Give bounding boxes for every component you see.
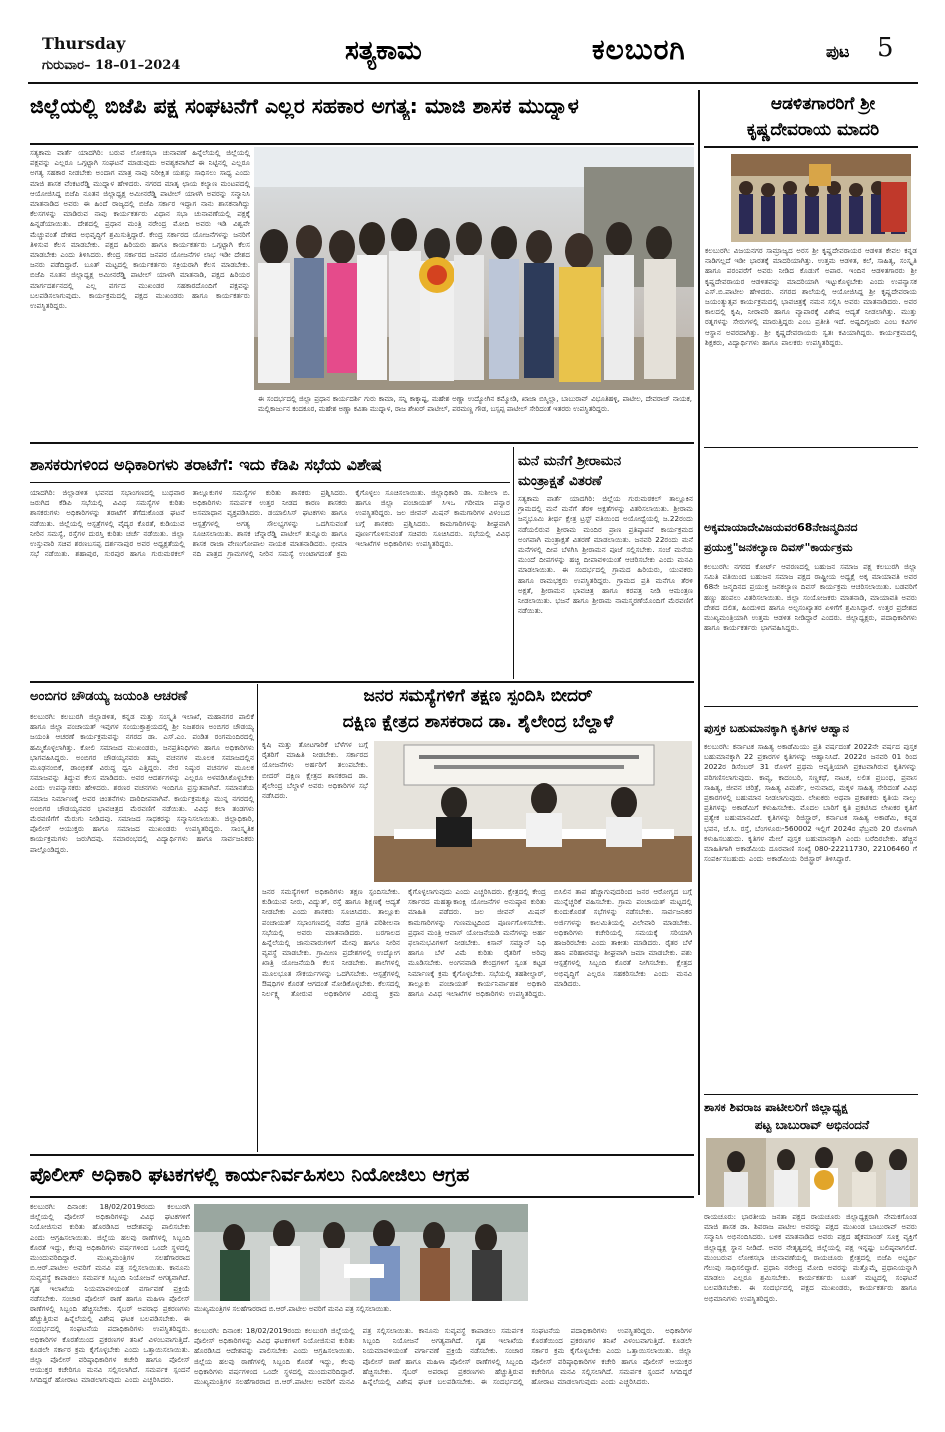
- a5-headline-2: ಪ್ರಯುಕ್ತ"ಜನಕಲ್ಯಾಣ ದಿವಸ್"ಕಾರ್ಯಕ್ರಮ: [704, 541, 853, 554]
- a8-headline: ಪುಸ್ತಕ ಬಹುಮಾನಕ್ಕಾಗಿ ಕೃತಿಗಳ ಆಹ್ವಾನ: [704, 721, 849, 735]
- a10-headline: ಪೊಲೀಸ್ ಅಧಿಕಾರಿ ಘಟಕಗಳಲ್ಲಿ ಕಾರ್ಯನಿರ್ವಹಿಸಲು ನಿಯೋಜಿಲು ಆಗ್ರಹ: [30, 1164, 470, 1186]
- a7-body: ಜನರ ಸಮಸ್ಯೆಗಳಿಗೆ ಅಧಿಕಾರಿಗಳು ತಕ್ಷಣ ಸ್ಪಂದಿಸಬೇಕು. ಕುಡಿಯುವ ನೀರು, ವಿದ್ಯುತ್, ರಸ್ತೆ ಹಾಗೂ ಶಿಕ್ಷಣಕ್ಕೆ ಆದ್ಯತೆ ನೀಡಬೇಕು ಎಂದು ಶಾಸಕರು ಸೂಚಿಸಿದರು. ತಾಲ್ಲೂಕು ಪಂಚಾಯತ್ ಸಭಾಂಗಣದಲ್ಲಿ ನಡೆದ ಪ್ರಗತಿ ಪರಿಶೀಲನಾ ಸಭೆಯಲ್ಲಿ ಅವರು ಮಾತನಾಡಿದರು. ಬರಗಾಲದ ಹಿನ್ನೆಲೆಯಲ್ಲಿ ಜಾನುವಾರುಗಳಿಗೆ ಮೇವು ಹಾಗೂ ನೀರಿನ ವ್ಯವಸ್ಥೆ ಮಾಡಬೇಕು. ಗ್ರಾಮೀಣ ಪ್ರದೇಶಗಳಲ್ಲಿ ಉದ್ಯೋಗ ಖಾತ್ರಿ ಯೋಜನೆಯಡಿ ಕೆಲಸ ನೀಡಬೇಕು. ಶಾಲೆಗಳಲ್ಲಿ ಮೂಲಭೂತ ಸೌಕರ್ಯಗಳನ್ನು ಒದಗಿಸಬೇಕು. ಆಸ್ಪತ್ರೆಗಳಲ್ಲಿ ಔಷಧಿಗಳ ಕೊರತೆ ಆಗದಂತೆ ನೋಡಿಕೊಳ್ಳಬೇಕು. ಕೆಲಸದಲ್ಲಿ ನಿರ್ಲಕ್ಷ್ಯ ತೋರುವ ಅಧಿಕಾರಿಗಳ ವಿರುದ್ಧ ಕ್ರಮ ಕೈಗೊಳ್ಳಲಾಗುವುದು ಎಂದು ಎಚ್ಚರಿಸಿದರು. ಕ್ಷೇತ್ರದಲ್ಲಿ ಕೇಂದ್ರ ಸರ್ಕಾರದ ಮಹತ್ವಾಕಾಂಕ್ಷಿ ಯೋಜನೆಗಳ ಅನುಷ್ಠಾನ ಕುರಿತು ಮಾಹಿತಿ ಪಡೆದರು. ಜಲ ಜೀವನ್ ಮಿಷನ್ ಕಾಮಗಾರಿಗಳನ್ನು ಗುಣಮಟ್ಟದಿಂದ ಪೂರ್ಣಗೊಳಿಸಬೇಕು. ಪ್ರಧಾನ ಮಂತ್ರಿ ಆವಾಸ್ ಯೋಜನೆಯಡಿ ಮನೆಗಳನ್ನು ಅರ್ಹ ಫಲಾನುಭವಿಗಳಿಗೆ ನೀಡಬೇಕು. ಕಿಸಾನ್ ಸಮ್ಮಾನ್ ನಿಧಿ ಹಾಗೂ ಬೆಳೆ ವಿಮೆ ಕುರಿತು ರೈತರಿಗೆ ಅರಿವು ಮೂಡಿಸಬೇಕು. ಅಂಗನವಾಡಿ ಕೇಂದ್ರಗಳಿಗೆ ಸ್ವಂತ ಕಟ್ಟಡ ನಿರ್ಮಾಣಕ್ಕೆ ಕ್ರಮ ಕೈಗೊಳ್ಳಬೇಕು. ಸಭೆಯಲ್ಲಿ ತಹಶೀಲ್ದಾರ್, ತಾಲ್ಲೂಕು ಪಂಚಾಯತ್ ಕಾರ್ಯನಿರ್ವಾಹಕ ಅಧಿಕಾರಿ ಹಾಗೂ ವಿವಿಧ ಇಲಾಖೆಗಳ ಅಧಿಕಾರಿಗಳು ಉಪಸ್ಥಿತರಿದ್ದರು. ಬಿಸಿಲಿನ ತಾಪ ಹೆಚ್ಚಾಗುವುದರಿಂದ ಜನರ ಆರೋಗ್ಯದ ಬಗ್ಗೆ ಮುನ್ನೆಚ್ಚರಿಕೆ ವಹಿಸಬೇಕು. ಗ್ರಾಮ ಪಂಚಾಯತ್ ಮಟ್ಟದಲ್ಲಿ ಕುಂದುಕೊರತೆ ಸಭೆಗಳನ್ನು ನಡೆಸಬೇಕು. ಸಾರ್ವಜನಿಕರ ಅರ್ಜಿಗಳನ್ನು ಕಾಲಮಿತಿಯಲ್ಲಿ ವಿಲೇವಾರಿ ಮಾಡಬೇಕು. ಅಧಿಕಾರಿಗಳು ಕಚೇರಿಯಲ್ಲಿ ಸಮಯಕ್ಕೆ ಸರಿಯಾಗಿ ಹಾಜರಿರಬೇಕು ಎಂದು ತಾಕೀತು ಮಾಡಿದರು. ರೈತರ ಬೆಳೆ ಹಾನಿ ಪರಿಹಾರವನ್ನು ಶೀಘ್ರವಾಗಿ ಜಮಾ ಮಾಡಬೇಕು. ಪಶು ಆಸ್ಪತ್ರೆಗಳಲ್ಲಿ ಸಿಬ್ಬಂದಿ ಕೊರತೆ ನೀಗಿಸಬೇಕು. ಕ್ಷೇತ್ರದ ಅಭಿವೃದ್ಧಿಗೆ ಎಲ್ಲರೂ ಸಹಕರಿಸಬೇಕು ಎಂದು ಮನವಿ ಮಾಡಿದರು.: [262, 887, 692, 999]
- a9-photo: [706, 1138, 918, 1207]
- a5-bottom-rule: [704, 706, 918, 707]
- paper-name: ಸತ್ಯಕಾಮ: [345, 36, 422, 66]
- a3-body: ಯಾದಗಿರಿ: ಜಿಲ್ಲಾಡಳಿತ ಭವನದ ಸಭಾಂಗಣದಲ್ಲಿ ಬುಧವಾರ ಜರುಗಿದ ಕೆಡಿಪಿ ಸಭೆಯಲ್ಲಿ ವಿವಿಧ ಸಮಸ್ಯೆಗಳ ಕುರಿತು ಶಾಸಕರುಗಳು ಅಧಿಕಾರಿಗಳನ್ನು ತರಾಟೆಗೆ ತೆಗೆದುಕೊಂಡ ಘಟನೆ ನಡೆಯಿತು. ಜಿಲ್ಲೆಯಲ್ಲಿ ಆಸ್ಪತ್ರೆಗಳಲ್ಲಿ ವೈದ್ಯರ ಕೊರತೆ, ಕುಡಿಯುವ ನೀರಿನ ಸಮಸ್ಯೆ, ರಸ್ತೆಗಳ ದುರಸ್ತಿ ಕುರಿತು ಚರ್ಚೆ ನಡೆಯಿತು. ಜಿಲ್ಲಾ ಉಸ್ತುವಾರಿ ಸಚಿವ ಶರಣಬಸಪ್ಪ ದರ್ಶನಾಪುರ ಅವರ ಅಧ್ಯಕ್ಷತೆಯಲ್ಲಿ ಸಭೆ ನಡೆಯಿತು. ಶಹಾಪುರ, ಸುರಪುರ ಹಾಗೂ ಗುರುಮಠಕಲ್ ತಾಲ್ಲೂಕುಗಳ ಸಮಸ್ಯೆಗಳ ಕುರಿತು ಶಾಸಕರು ಪ್ರಶ್ನಿಸಿದರು. ಅಧಿಕಾರಿಗಳು ಸಮರ್ಪಕ ಉತ್ತರ ನೀಡದ ಕಾರಣ ಶಾಸಕರು ಅಸಮಾಧಾನ ವ್ಯಕ್ತಪಡಿಸಿದರು. ಡಯಾಲಿಸಿಸ್ ಘಟಕಗಳು ಹಾಗೂ ಆಸ್ಪತ್ರೆಗಳಲ್ಲಿ ಅಗತ್ಯ ಸೌಲಭ್ಯಗಳನ್ನು ಒದಗಿಸುವಂತೆ ಸೂಚಿಸಲಾಯಿತು. ಶಾಸಕ ಚೆನ್ನಾರೆಡ್ಡಿ ಪಾಟೀಲ್ ತುನ್ನೂರು ಹಾಗೂ ಶಾಸಕ ರಾಜಾ ವೇಣುಗೋಪಾಲ ನಾಯಕ ಮಾತನಾಡಿದರು. ಭೀಮಾ ನದಿ ಪಾತ್ರದ ಗ್ರಾಮಗಳಲ್ಲಿ ನೀರಿನ ಸಮಸ್ಯೆ ಉಂಟಾಗದಂತೆ ಕ್ರಮ ಕೈಗೊಳ್ಳಲು ಸೂಚಿಸಲಾಯಿತು. ಜಿಲ್ಲಾಧಿಕಾರಿ ಡಾ. ಸುಶೀಲಾ ಬಿ. ಹಾಗೂ ಜಿಲ್ಲಾ ಪಂಚಾಯತ್ ಸಿಇಒ ಗರೀಮಾ ಪನ್ವಾರ ಉಪಸ್ಥಿತರಿದ್ದರು. ಜಲ ಜೀವನ್ ಮಿಷನ್ ಕಾಮಗಾರಿಗಳ ವಿಳಂಬದ ಬಗ್ಗೆ ಶಾಸಕರು ಪ್ರಶ್ನಿಸಿದರು. ಕಾಮಗಾರಿಗಳನ್ನು ಶೀಘ್ರವಾಗಿ ಪೂರ್ಣಗೊಳಿಸುವಂತೆ ಸಚಿವರು ಸೂಚಿಸಿದರು. ಸಭೆಯಲ್ಲಿ ವಿವಿಧ ಇಲಾಖೆಗಳ ಅಧಿಕಾರಿಗಳು ಉಪಸ್ಥಿತರಿದ್ದರು.: [30, 488, 510, 559]
- a2-photo: [731, 154, 911, 242]
- masthead-day: Thursday: [42, 34, 126, 53]
- a1-photo: [254, 147, 694, 390]
- a4-body: ಸತ್ಯಕಾಮ ವಾರ್ತೆ ಯಾದಗಿರಿ: ಜಿಲ್ಲೆಯ ಗುರುಮಠಕಲ್ ತಾಲ್ಲೂಕಿನ ಗ್ರಾಮದಲ್ಲಿ ಮನೆ ಮನೆಗೆ ತೆರಳಿ ಅಕ್ಷತೆಗಳನ್ನು ವಿತರಿಸಲಾಯಿತು. ಶ್ರೀರಾಮ ಜನ್ಮಭೂಮಿ ತೀರ್ಥ ಕ್ಷೇತ್ರ ಟ್ರಸ್ಟ್ ವತಿಯಿಂದ ಅಯೋಧ್ಯೆಯಲ್ಲಿ ಜ.22ರಂದು ನಡೆಯಲಿರುವ ಶ್ರೀರಾಮ ಮಂದಿರ ಪ್ರಾಣ ಪ್ರತಿಷ್ಠಾಪನೆ ಕಾರ್ಯಕ್ರಮದ ಅಂಗವಾಗಿ ಮಂತ್ರಾಕ್ಷತೆ ವಿತರಣೆ ಮಾಡಲಾಯಿತು. ಜನವರಿ 22ರಂದು ಮನೆ ಮನೆಗಳಲ್ಲಿ ದೀಪ ಬೆಳಗಿಸಿ ಶ್ರೀರಾಮನ ಪೂಜೆ ಸಲ್ಲಿಸಬೇಕು. ಸಂಜೆ ಮನೆಯ ಮುಂದೆ ದೀಪಗಳನ್ನು ಹಚ್ಚಿ ದೀಪಾವಳಿಯಂತೆ ಆಚರಿಸಬೇಕು ಎಂದು ಮನವಿ ಮಾಡಲಾಯಿತು. ಈ ಸಂದರ್ಭದಲ್ಲಿ ಗ್ರಾಮದ ಹಿರಿಯರು, ಯುವಕರು ಹಾಗೂ ರಾಮಭಕ್ತರು ಉಪಸ್ಥಿತರಿದ್ದರು. ಗ್ರಾಮದ ಪ್ರತಿ ಮನೆಗೂ ತೆರಳಿ ಅಕ್ಷತೆ, ಶ್ರೀರಾಮನ ಭಾವಚಿತ್ರ ಹಾಗೂ ಕರಪತ್ರ ನೀಡಿ ಆಮಂತ್ರಣ ನೀಡಲಾಯಿತು. ಭಜನೆ ಹಾಗೂ ಶ್ರೀರಾಮ ನಾಮಸ್ಮರಣೆಯೊಂದಿಗೆ ಮೆರವಣಿಗೆ ನಡೆಯಿತು.: [518, 494, 693, 616]
- a7-headline-2: ದಕ್ಷಿಣ ಕ್ಷೇತ್ರದ ಶಾಸಕರಾದ ಡಾ. ಶೈಲೇಂದ್ರ ಬೆಲ್ದಾಳೆ: [342, 712, 614, 732]
- a7-intro: ಕೃಷಿ ಮತ್ತು ತೋಟಗಾರಿಕೆ ಬೆಳೆಗಳ ಬಗ್ಗೆ ರೈತರಿಗೆ ಮಾಹಿತಿ ನೀಡಬೇಕು. ಸರ್ಕಾರದ ಯೋಜನೆಗಳು ಅರ್ಹರಿಗೆ ತಲುಪಬೇಕು. ಬೀದರ್ ದಕ್ಷಿಣ ಕ್ಷೇತ್ರದ ಶಾಸಕರಾದ ಡಾ. ಶೈಲೇಂದ್ರ ಬೆಲ್ದಾಳೆ ಅವರು ಅಧಿಕಾರಿಗಳ ಸಭೆ ನಡೆಸಿದರು.: [262, 740, 368, 801]
- masthead-date: ಗುರುವಾರ– 18–01–2024: [42, 58, 181, 73]
- a10-caption: ಮುಖ್ಯಮಂತ್ರಿಗಳ ಸಲಹೆಗಾರರಾದ ಬಿ.ಆರ್.ಪಾಟೀಲ ಅವರಿಗೆ ಮನವಿ ಪತ್ರ ಸಲ್ಲಿಸಲಾಯಿತು.: [194, 1305, 392, 1313]
- a10-photo: [194, 1204, 528, 1301]
- a9-body: ರಾಯಚೂರು: ಭಾರತೀಯ ಜನತಾ ಪಕ್ಷದ ರಾಯಚೂರು ಜಿಲ್ಲಾಧ್ಯಕ್ಷರಾಗಿ ನೇಮಕಗೊಂಡ ಮಾಜಿ ಶಾಸಕ ಡಾ. ಶಿವರಾಜ ಪಾಟೀಲ ಅವರನ್ನು ಪಕ್ಷದ ಮುಖಂಡ ಬಾಬುರಾವ್ ಅವರು ಸನ್ಮಾನಿಸಿ ಅಭಿನಂದಿಸಿದರು. ಬಳಿಕ ಮಾತನಾಡಿದ ಅವರು ಪಕ್ಷದ ಹೈಕಮಾಂಡ್ ಸೂಕ್ತ ವ್ಯಕ್ತಿಗೆ ಜಿಲ್ಲಾಧ್ಯಕ್ಷ ಸ್ಥಾನ ನೀಡಿದೆ. ಅವರ ನೇತೃತ್ವದಲ್ಲಿ ಜಿಲ್ಲೆಯಲ್ಲಿ ಪಕ್ಷ ಇನ್ನಷ್ಟು ಬಲಿಷ್ಠವಾಗಲಿದೆ. ಮುಂಬರುವ ಲೋಕಸಭಾ ಚುನಾವಣೆಯಲ್ಲಿ ರಾಯಚೂರು ಕ್ಷೇತ್ರದಲ್ಲಿ ಬಿಜೆಪಿ ಅಭ್ಯರ್ಥಿ ಗೆಲುವು ಸಾಧಿಸಲಿದ್ದಾರೆ. ಪ್ರಧಾನಿ ನರೇಂದ್ರ ಮೋದಿ ಅವರನ್ನು ಮತ್ತೊಮ್ಮೆ ಪ್ರಧಾನಿಯನ್ನಾಗಿ ಮಾಡಲು ಎಲ್ಲರೂ ಶ್ರಮಿಸಬೇಕು. ಕಾರ್ಯಕರ್ತರು ಬೂತ್ ಮಟ್ಟದಲ್ಲಿ ಸಂಘಟನೆ ಬಲಪಡಿಸಬೇಕು. ಈ ಸಂದರ್ಭದಲ್ಲಿ ಪಕ್ಷದ ಮುಖಂಡರು, ಕಾರ್ಯಕರ್ತರು ಹಾಗೂ ಅಭಿಮಾನಿಗಳು ಉಪಸ್ಥಿತರಿದ್ದರು.: [704, 1212, 917, 1303]
- a5-headline-1: ಅಕ್ಕಮಾಯಾದೇವಿಜಯವರ68ನೇಜನ್ಮದಿನದ: [704, 521, 858, 534]
- a3-headline: ಶಾಸಕರುಗಳಿಂದ ಅಧಿಕಾರಿಗಳು ತರಾಟೆಗೆ: ಇದು ಕೆಡಿಪಿ ಸಭೆಯ ವಿಶೇಷ: [30, 455, 382, 474]
- a6-headline: ಅಂಬಿಗರ ಚೌಡಯ್ಯ ಜಯಂತಿ ಆಚರಣೆ: [30, 689, 188, 704]
- edition-name: ಕಲಬುರಗಿ: [592, 33, 686, 66]
- column-rule-right: [698, 90, 700, 1195]
- a1-body: ಸತ್ಯಕಾಮ ವಾರ್ತೆ ಯಾದಗಿರಿ: ಬರುವ ಲೋಕಸಭಾ ಚುನಾವಣೆ ಹಿನ್ನೆಲೆಯಲ್ಲಿ ಜಿಲ್ಲೆಯಲ್ಲಿ ಪಕ್ಷವನ್ನು ಎಲ್ಲರೂ ಒಗ್ಗಟ್ಟಾಗಿ ಸಂಘಟನೆ ಮಾಡುವುದು ಅವಶ್ಯಕವಾಗಿದೆ ಈ ನಿಟ್ಟಿನಲ್ಲಿ ಎಲ್ಲರೂ ಅಗತ್ಯ ಸಹಕಾರ ನೀಡಬೇಕು ಅಂದಾಗ ಮಾತ್ರ ನಾವು ನಿರೀಕ್ಷಿತ ಯಶಸ್ಸು ಸಾಧಿಸಲು ಸಾಧ್ಯ ಎಂದು ಮಾಜಿ ಶಾಸಕ ವೆಂಕಟರೆಡ್ಡಿ ಮುದ್ನಾಳ ಹೇಳಿದರು. ನಗರದ ಮಾತೃ ಛಾಯ ಕಲ್ಯಾಣ ಮಂಟಪದಲ್ಲಿ ಆಯೋಜಿಸಿದ್ದ ಬಿಜೆಪಿ ನೂತನ ಜಿಲ್ಲಾಧ್ಯಕ್ಷ ಅಮೀನರೆಡ್ಡಿ ಪಾಟೀಲ್ ಯಾಳಗಿ ಅವರನ್ನು ಸನ್ಮಾನಿಸಿ ಮಾತನಾಡಿದ ಅವರು ಈ ಹಿಂದೆ ರಾಜ್ಯದಲ್ಲಿ ಬಿಜೆಪಿ ಸರ್ಕಾರ ಇದ್ದಾಗ ನಾನು ಶಾಸಕನಾಗಿದ್ದು ಕೆಲಸಗಳನ್ನು ಮಾಡಿರುವ ನಾವು ಕಾರ್ಯಕರ್ತರು ವಿಧಾನ ಸಭಾ ಚುನಾವಣೆಯಲ್ಲಿ ಪಕ್ಷಕ್ಕೆ ಹಿನ್ನಡೆಯಾಯಿತು. ದೇಶದಲ್ಲಿ ಪ್ರಧಾನ ಮಂತ್ರಿ ನರೇಂದ್ರ ಮೋದಿ ಅವರು ಇಡಿ ವಿಶ್ವವೇ ಮೆಚ್ಚುವಂತೆ ದೇಶದ ಅಭಿವೃದ್ಧಿಗೆ ಶ್ರಮಿಸುತ್ತಿದ್ದಾರೆ. ಕೇಂದ್ರ ಸರ್ಕಾರದ ಯೋಜನೆಗಳನ್ನು ಜನರಿಗೆ ತಿಳಿಸುವ ಕೆಲಸ ಮಾಡಬೇಕು. ಪಕ್ಷದ ಹಿರಿಯರು ಹಾಗೂ ಕಾರ್ಯಕರ್ತರು ಒಗ್ಗಟ್ಟಾಗಿ ಕೆಲಸ ಮಾಡಬೇಕು ಎಂದು ತಿಳಿಸಿದರು. ಕೇಂದ್ರ ಸರ್ಕಾರದ ಜನಪರ ಯೋಜನೆಗಳ ಲಾಭ ಇಡೀ ದೇಶದ ಜನರು ಪಡೆದಿದ್ದಾರೆ. ಬೂತ್ ಮಟ್ಟದಲ್ಲಿ ಕಾರ್ಯಕರ್ತರು ಸಕ್ರಿಯರಾಗಿ ಕೆಲಸ ಮಾಡಬೇಕು. ಬಿಜೆಪಿ ನೂತನ ಜಿಲ್ಲಾಧ್ಯಕ್ಷ ಅಮೀನರೆಡ್ಡಿ ಪಾಟೀಲ್ ಯಾಳಗಿ ಮಾತನಾಡಿ, ಪಕ್ಷದ ಹಿರಿಯರ ಮಾರ್ಗದರ್ಶನದಲ್ಲಿ ಎಲ್ಲ ವರ್ಗದ ಮುಖಂಡರ ಸಹಕಾರದೊಂದಿಗೆ ಪಕ್ಷವನ್ನು ಬಲಪಡಿಸಲಾಗುವುದು. ಕಾರ್ಯಕ್ರಮದಲ್ಲಿ ಪಕ್ಷದ ಮುಖಂಡರು ಹಾಗೂ ಕಾರ್ಯಕರ್ತರು ಉಪಸ್ಥಿತರಿದ್ದರು.: [30, 148, 250, 311]
- a6-body: ಕಲಬುರಗಿ: ಕಲಬುರಗಿ ಜಿಲ್ಲಾಡಳಿತ, ಕನ್ನಡ ಮತ್ತು ಸಂಸ್ಕೃತಿ ಇಲಾಖೆ, ಮಹಾನಗರ ಪಾಲಿಕೆ ಹಾಗೂ ಜಿಲ್ಲಾ ಪಂಚಾಯತ್ ಇವುಗಳ ಸಂಯುಕ್ತಾಶ್ರಯದಲ್ಲಿ ಶ್ರೀ ನಿಜಶರಣ ಅಂಬಿಗರ ಚೌಡಯ್ಯ ಜಯಂತಿ ಆಚರಣೆ ಕಾರ್ಯಕ್ರಮವನ್ನು ನಗರದ ಡಾ. ಎಸ್.ಎಂ. ಪಂಡಿತ ರಂಗಮಂದಿರದಲ್ಲಿ ಹಮ್ಮಿಕೊಳ್ಳಲಾಗಿತ್ತು. ಕೋಲಿ ಸಮಾಜದ ಮುಖಂಡರು, ಜನಪ್ರತಿನಿಧಿಗಳು ಹಾಗೂ ಅಧಿಕಾರಿಗಳು ಭಾಗವಹಿಸಿದ್ದರು. ಅಂಬಿಗರ ಚೌಡಯ್ಯನವರು ತಮ್ಮ ವಚನಗಳ ಮೂಲಕ ಸಮಾಜದಲ್ಲಿನ ಮೂಢನಂಬಿಕೆ, ಡಾಂಭಿಕತೆ ವಿರುದ್ಧ ಧ್ವನಿ ಎತ್ತಿದ್ದರು. ನೇರ ನಿಷ್ಠುರ ವಚನಗಳ ಮೂಲಕ ಸಮಾಜವನ್ನು ತಿದ್ದುವ ಕೆಲಸ ಮಾಡಿದರು. ಅವರ ಆದರ್ಶಗಳನ್ನು ಎಲ್ಲರೂ ಅಳವಡಿಸಿಕೊಳ್ಳಬೇಕು ಎಂದು ಉಪನ್ಯಾಸಕರು ಹೇಳಿದರು. ಶರಣರ ವಚನಗಳು ಇಂದಿಗೂ ಪ್ರಸ್ತುತವಾಗಿವೆ. ಸಮಾನತೆಯ ಸಮಾಜ ನಿರ್ಮಾಣಕ್ಕೆ ಅವರ ಚಿಂತನೆಗಳು ದಾರಿದೀಪವಾಗಿವೆ. ಕಾರ್ಯಕ್ರಮಕ್ಕೂ ಮುನ್ನ ನಗರದಲ್ಲಿ ಅಂಬಿಗರ ಚೌಡಯ್ಯನವರ ಭಾವಚಿತ್ರದ ಮೆರವಣಿಗೆ ನಡೆಯಿತು. ವಿವಿಧ ಕಲಾ ತಂಡಗಳು ಮೆರವಣಿಗೆಗೆ ಮೆರುಗು ನೀಡಿದವು. ಸಮಾಜದ ಸಾಧಕರನ್ನು ಸನ್ಮಾನಿಸಲಾಯಿತು. ಜಿಲ್ಲಾಧಿಕಾರಿ, ಪೊಲೀಸ್ ಆಯುಕ್ತರು ಹಾಗೂ ಸಮಾಜದ ಮುಖಂಡರು ಉಪಸ್ಥಿತರಿದ್ದರು. ಸಾಂಸ್ಕೃತಿಕ ಕಾರ್ಯಕ್ರಮಗಳು ಜರುಗಿದವು. ಸಮಾರಂಭದಲ್ಲಿ ವಿದ್ಯಾರ್ಥಿಗಳು ಹಾಗೂ ಸಾರ್ವಜನಿಕರು ಪಾಲ್ಗೊಂಡಿದ್ದರು.: [30, 712, 254, 854]
- page-number: 5: [877, 33, 894, 63]
- a2-headline-2: ಕೃಷ್ಣದೇವರಾಯ ಮಾದರಿ: [746, 120, 880, 140]
- a4-headline-1: ಮನೆ ಮನೆಗೆ ಶ್ರೀರಾಮನ: [518, 453, 622, 469]
- a10-rule: [30, 1196, 694, 1198]
- masthead-rule: [28, 82, 918, 84]
- a7-photo: [374, 741, 692, 882]
- masthead: [0, 0, 945, 90]
- page-label: ಪುಟ: [826, 42, 850, 61]
- a2-rule: [704, 146, 918, 148]
- a7-bottom-rule: [30, 1154, 694, 1156]
- a10-body-continued-text: ಕಲಬುರಗಿ: ದಿನಾಂಕ: 18/02/2019ರಂದು ಕಲಬುರಗಿ ಜಿಲ್ಲೆಯಲ್ಲಿ ಪೊಲೀಸ್ ಅಧಿಕಾರಿಗಳನ್ನು ವಿವಿಧ ಘಟಕಗಳಿಗೆ ನಿಯೋಜಿಸುವ ಕುರಿತು ಹೊರಡಿಸಿದ ಆದೇಶವನ್ನು ಪಾಲಿಸಬೇಕು ಎಂದು ಆಗ್ರಹಿಸಲಾಯಿತು. ಜಿಲ್ಲೆಯ ಹಲವು ಠಾಣೆಗಳಲ್ಲಿ ಸಿಬ್ಬಂದಿ ಕೊರತೆ ಇದ್ದು, ಕೆಲವು ಅಧಿಕಾರಿಗಳು ವರ್ಷಗಳಿಂದ ಒಂದೇ ಸ್ಥಳದಲ್ಲಿ ಮುಂದುವರಿದಿದ್ದಾರೆ. ಮುಖ್ಯಮಂತ್ರಿಗಳ ಸಲಹೆಗಾರರಾದ ಬಿ.ಆರ್.ಪಾಟೀಲ ಅವರಿಗೆ ಮನವಿ ಪತ್ರ ಸಲ್ಲಿಸಲಾಯಿತು. ಕಾನೂನು ಸುವ್ಯವಸ್ಥೆ ಕಾಪಾಡಲು ಸಮರ್ಪಕ ಸಿಬ್ಬಂದಿ ನಿಯೋಜನೆ ಅಗತ್ಯವಾಗಿದೆ. ಗೃಹ ಇಲಾಖೆಯ ನಿಯಮಾವಳಿಯಂತೆ ವರ್ಗಾವಣೆ ಪ್ರಕ್ರಿಯೆ ನಡೆಸಬೇಕು. ಸಂಚಾರ ಪೊಲೀಸ್ ಠಾಣೆ ಹಾಗೂ ಮಹಿಳಾ ಪೊಲೀಸ್ ಠಾಣೆಗಳಲ್ಲಿ ಸಿಬ್ಬಂದಿ ಹೆಚ್ಚಿಸಬೇಕು. ಸೈಬರ್ ಅಪರಾಧ ಪ್ರಕರಣಗಳು ಹೆಚ್ಚುತ್ತಿರುವ ಹಿನ್ನೆಲೆಯಲ್ಲಿ ವಿಶೇಷ ಘಟಕ ಬಲಪಡಿಸಬೇಕು. ಈ ಸಂದರ್ಭದಲ್ಲಿ ಸಂಘಟನೆಯ ಪದಾಧಿಕಾರಿಗಳು ಉಪಸ್ಥಿತರಿದ್ದರು. ಅಧಿಕಾರಿಗಳ ಕೊರತೆಯಿಂದ ಪ್ರಕರಣಗಳ ತನಿಖೆ ವಿಳಂಬವಾಗುತ್ತಿದೆ. ಕೂಡಲೇ ಸರ್ಕಾರ ಕ್ರಮ ಕೈಗೊಳ್ಳಬೇಕು ಎಂದು ಒತ್ತಾಯಿಸಲಾಯಿತು. ಜಿಲ್ಲಾ ಪೊಲೀಸ್ ವರಿಷ್ಠಾಧಿಕಾರಿಗಳ ಕಚೇರಿ ಹಾಗೂ ಪೊಲೀಸ್ ಆಯುಕ್ತರ ಕಚೇರಿಗೂ ಮನವಿ ಸಲ್ಲಿಸಲಾಗಿದೆ. ಸಮರ್ಪಕ ಸ್ಪಂದನೆ ಸಿಗದಿದ್ದರೆ ಹೋರಾಟ ಮಾಡಲಾಗುವುದು ಎಂದು ಎಚ್ಚರಿಸಿದರು.: [194, 1326, 692, 1387]
- a7-headline-1: ಜನರ ಸಮಸ್ಯೆಗಳಿಗೆ ತಕ್ಷಣ ಸ್ಪಂದಿಸಿ ಬೀದರ್: [363, 686, 593, 706]
- a2-headline-1: ಆಡಳಿತಗಾರರಿಗೆ ಶ್ರೀ: [770, 94, 876, 114]
- a1-rule: [30, 143, 694, 145]
- a10-body: ಕಲಬುರಗಿ: ದಿನಾಂಕ: 18/02/2019ರಂದು ಕಲಬುರಗಿ ಜಿಲ್ಲೆಯಲ್ಲಿ ಪೊಲೀಸ್ ಅಧಿಕಾರಿಗಳನ್ನು ವಿವಿಧ ಘಟಕಗಳಿಗೆ ನಿಯೋಜಿಸುವ ಕುರಿತು ಹೊರಡಿಸಿದ ಆದೇಶವನ್ನು ಪಾಲಿಸಬೇಕು ಎಂದು ಆಗ್ರಹಿಸಲಾಯಿತು. ಜಿಲ್ಲೆಯ ಹಲವು ಠಾಣೆಗಳಲ್ಲಿ ಸಿಬ್ಬಂದಿ ಕೊರತೆ ಇದ್ದು, ಕೆಲವು ಅಧಿಕಾರಿಗಳು ವರ್ಷಗಳಿಂದ ಒಂದೇ ಸ್ಥಳದಲ್ಲಿ ಮುಂದುವರಿದಿದ್ದಾರೆ. ಮುಖ್ಯಮಂತ್ರಿಗಳ ಸಲಹೆಗಾರರಾದ ಬಿ.ಆರ್.ಪಾಟೀಲ ಅವರಿಗೆ ಮನವಿ ಪತ್ರ ಸಲ್ಲಿಸಲಾಯಿತು. ಕಾನೂನು ಸುವ್ಯವಸ್ಥೆ ಕಾಪಾಡಲು ಸಮರ್ಪಕ ಸಿಬ್ಬಂದಿ ನಿಯೋಜನೆ ಅಗತ್ಯವಾಗಿದೆ. ಗೃಹ ಇಲಾಖೆಯ ನಿಯಮಾವಳಿಯಂತೆ ವರ್ಗಾವಣೆ ಪ್ರಕ್ರಿಯೆ ನಡೆಸಬೇಕು. ಸಂಚಾರ ಪೊಲೀಸ್ ಠಾಣೆ ಹಾಗೂ ಮಹಿಳಾ ಪೊಲೀಸ್ ಠಾಣೆಗಳಲ್ಲಿ ಸಿಬ್ಬಂದಿ ಹೆಚ್ಚಿಸಬೇಕು. ಸೈಬರ್ ಅಪರಾಧ ಪ್ರಕರಣಗಳು ಹೆಚ್ಚುತ್ತಿರುವ ಹಿನ್ನೆಲೆಯಲ್ಲಿ ವಿಶೇಷ ಘಟಕ ಬಲಪಡಿಸಬೇಕು. ಈ ಸಂದರ್ಭದಲ್ಲಿ ಸಂಘಟನೆಯ ಪದಾಧಿಕಾರಿಗಳು ಉಪಸ್ಥಿತರಿದ್ದರು. ಅಧಿಕಾರಿಗಳ ಕೊರತೆಯಿಂದ ಪ್ರಕರಣಗಳ ತನಿಖೆ ವಿಳಂಬವಾಗುತ್ತಿದೆ. ಕೂಡಲೇ ಸರ್ಕಾರ ಕ್ರಮ ಕೈಗೊಳ್ಳಬೇಕು ಎಂದು ಒತ್ತಾಯಿಸಲಾಯಿತು. ಜಿಲ್ಲಾ ಪೊಲೀಸ್ ವರಿಷ್ಠಾಧಿಕಾರಿಗಳ ಕಚೇರಿ ಹಾಗೂ ಪೊಲೀಸ್ ಆಯುಕ್ತರ ಕಚೇರಿಗೂ ಮನವಿ ಸಲ್ಲಿಸಲಾಗಿದೆ. ಸಮರ್ಪಕ ಸ್ಪಂದನೆ ಸಿಗದಿದ್ದರೆ ಹೋರಾಟ ಮಾಡಲಾಗುವುದು ಎಂದು ಎಚ್ಚರಿಸಿದರು.: [30, 1202, 190, 1385]
- a1-bottom-rule: [30, 442, 694, 444]
- a10-body-continued: [194, 1326, 692, 1424]
- a9-headline-1: ಶಾಸಕ ಶಿವರಾಜ ಪಾಟೀಲರಿಗೆ ಜಿಲ್ಲಾಧ್ಯಕ್ಷ: [704, 1100, 848, 1114]
- a2-body: ಕಲಬುರಗಿ: ವಿಜಯನಗರ ಸಾಮ್ರಾಜ್ಯದ ಅರಸ ಶ್ರೀ ಕೃಷ್ಣದೇವರಾಯರ ಆಡಳಿತ ಕೇವಲ ಕನ್ನಡ ನಾಡಿಗಲ್ಲದೆ ಇಡೀ ಭಾರತಕ್ಕೆ ಮಾದರಿಯಾಗಿತ್ತು. ಉತ್ತಮ ಆಡಳಿತ, ಕಲೆ, ಸಾಹಿತ್ಯ, ಸಂಸ್ಕೃತಿ ಹಾಗೂ ಪರಂಪರೆಗೆ ಅವರು ನೀಡಿದ ಕೊಡುಗೆ ಅಪಾರ. ಇಂದಿನ ಆಡಳಿತಗಾರರು ಶ್ರೀ ಕೃಷ್ಣದೇವರಾಯರ ಆಡಳಿತವನ್ನು ಮಾದರಿಯಾಗಿ ಇಟ್ಟುಕೊಳ್ಳಬೇಕು ಎಂದು ಉಪನ್ಯಾಸಕ ಎಸ್.ಬಿ.ಪಾಟೀಲ ಹೇಳಿದರು. ನಗರದ ಶಾಲೆಯಲ್ಲಿ ಆಯೋಜಿಸಿದ್ದ ಶ್ರೀ ಕೃಷ್ಣದೇವರಾಯ ಜಯಂತ್ಯುತ್ಸವ ಕಾರ್ಯಕ್ರಮದಲ್ಲಿ ಭಾವಚಿತ್ರಕ್ಕೆ ನಮನ ಸಲ್ಲಿಸಿ ಅವರು ಮಾತನಾಡಿದರು. ಅವರ ಕಾಲದಲ್ಲಿ ಕೃಷಿ, ನೀರಾವರಿ ಹಾಗೂ ವ್ಯಾಪಾರಕ್ಕೆ ವಿಶೇಷ ಆದ್ಯತೆ ನೀಡಲಾಗಿತ್ತು. ಮುತ್ತು ರತ್ನಗಳನ್ನು ಸೇರುಗಳಲ್ಲಿ ಮಾರುತ್ತಿದ್ದರು ಎಂಬ ಪ್ರತೀತಿ ಇದೆ. ಅಷ್ಟದಿಗ್ಗಜರು ಎಂಬ ಕವಿಗಳ ಆಸ್ಥಾನ ಅವರದಾಗಿತ್ತು. ಶ್ರೀ ಕೃಷ್ಣದೇವರಾಯರು ಸ್ವತಃ ಕವಿಯಾಗಿದ್ದರು. ಕಾರ್ಯಕ್ರಮದಲ್ಲಿ ಶಿಕ್ಷಕರು, ವಿದ್ಯಾರ್ಥಿಗಳು ಹಾಗೂ ಪಾಲಕರು ಉಪಸ್ಥಿತರಿದ್ದರು.: [705, 246, 917, 347]
- a8-bottom-rule: [704, 1094, 918, 1095]
- a4-headline-2: ಮಂತ್ರಾಕ್ಷತೆ ವಿತರಣೆ: [518, 473, 602, 489]
- a3-a4-rule: [513, 447, 514, 679]
- a9-headline-2: ಪಟ್ಟ ಬಾಬುರಾವ್ ಅಭಿನಂದನೆ: [754, 1118, 870, 1132]
- a8-body: ಕಲಬುರಗಿ: ಕರ್ನಾಟಕ ಸಾಹಿತ್ಯ ಅಕಾಡೆಮಿಯು ಪ್ರತಿ ವರ್ಷದಂತೆ 2022ನೇ ವರ್ಷದ ಪುಸ್ತಕ ಬಹುಮಾನಕ್ಕಾಗಿ 22 ಪ್ರಕಾರಗಳ ಕೃತಿಗಳನ್ನು ಆಹ್ವಾನಿಸಿದೆ. 2022ರ ಜನವರಿ 01 ರಿಂದ 2022ರ ಡಿಸೆಂಬರ್ 31 ರೊಳಗೆ ಪ್ರಥಮ ಆವೃತ್ತಿಯಾಗಿ ಪ್ರಕಟವಾಗಿರುವ ಕೃತಿಗಳನ್ನು ಪರಿಗಣಿಸಲಾಗುವುದು. ಕಾವ್ಯ, ಕಾದಂಬರಿ, ಸಣ್ಣಕಥೆ, ನಾಟಕ, ಲಲಿತ ಪ್ರಬಂಧ, ಪ್ರವಾಸ ಸಾಹಿತ್ಯ, ಜೀವನ ಚರಿತ್ರೆ, ಸಾಹಿತ್ಯ ವಿಮರ್ಶೆ, ಅನುವಾದ, ಮಕ್ಕಳ ಸಾಹಿತ್ಯ ಸೇರಿದಂತೆ ವಿವಿಧ ಪ್ರಕಾರಗಳಲ್ಲಿ ಬಹುಮಾನ ನೀಡಲಾಗುವುದು. ಲೇಖಕರು ಅಥವಾ ಪ್ರಕಾಶಕರು ಕೃತಿಯ ನಾಲ್ಕು ಪ್ರತಿಗಳನ್ನು ಅಕಾಡೆಮಿಗೆ ಕಳುಹಿಸಬೇಕು. ಮೊದಲ ಬಾರಿಗೆ ಕೃತಿ ಪ್ರಕಟಿಸಿದ ಲೇಖಕರ ಕೃತಿಗೆ ಪ್ರತ್ಯೇಕ ಬಹುಮಾನವಿದೆ. ಕೃತಿಗಳನ್ನು ರಿಜಿಸ್ಟ್ರಾರ್, ಕರ್ನಾಟಕ ಸಾಹಿತ್ಯ ಅಕಾಡೆಮಿ, ಕನ್ನಡ ಭವನ, ಜೆ.ಸಿ. ರಸ್ತೆ, ಬೆಂಗಳೂರು-560002 ಇಲ್ಲಿಗೆ 2024ರ ಫೆಬ್ರವರಿ 20 ರೊಳಗಾಗಿ ಕಳುಹಿಸಬಹುದು. ಕೃತಿಗಳ ಮೇಲೆ ಪುಸ್ತಕ ಬಹುಮಾನಕ್ಕಾಗಿ ಎಂದು ಬರೆದಿರಬೇಕು. ಹೆಚ್ಚಿನ ಮಾಹಿತಿಗಾಗಿ ಅಕಾಡೆಮಿಯ ದೂರವಾಣಿ ಸಂಖ್ಯೆ 080-22211730, 22106460 ಗೆ ಸಂಪರ್ಕಿಸಬಹುದು ಎಂದು ಅಕಾಡೆಮಿಯ ರಿಜಿಸ್ಟ್ರಾರ್ ತಿಳಿಸಿದ್ದಾರೆ.: [704, 742, 917, 864]
- a3-bottom-rule: [30, 681, 694, 683]
- a1-caption: ಈ ಸಂದರ್ಭದಲ್ಲಿ ಜಿಲ್ಲಾ ಪ್ರಧಾನ ಕಾರ್ಯದರ್ಶಿ ಗುರು ಕಾಮಾ, ಸನ್ನಿ ಕಾಕ್ಕಾಷ್ಟ, ಮಹೇಶ ಅಣ್ಣಾ ಉದ್ಯೋಗಿನ ಕಮ್ಮೋಡಿ, ಖಾಜಾ ಬಿಸ್ಮಿಲ್ಲಾ, ಬಾಬುರಾವ್ ವಿಭೂತಿಹಳ್ಳಿ, ಪಾಟೀಲ, ದೇವರಾಜ್ ನಾಯಕ, ಮಲ್ಲಿಕಾರ್ಜುನ ಕಂದಕೂರ, ಮಹೇಶ ಅಣ್ಣಾ ಕವಿತಾ ಮುದ್ನಾಳ, ರಾಜ ಶೇಖರ್ ಪಾಟೀಲ್, ಪರಮಣ್ಣ ಗೌಡ, ಬಸ್ಸಪ್ಪ ಪಾಟೀಲ್ ಸೇರಿದಂತೆ ಇತರರು ಉಪಸ್ಥಿತರಿದ್ದರು.: [258, 395, 692, 413]
- a1-headline: ಜಿಲ್ಲೆಯಲ್ಲಿ ಬಿಜೆಪಿ ಪಕ್ಷ ಸಂಘಟನೆಗೆ ಎಲ್ಲರ ಸಹಕಾರ ಅಗತ್ಯ: ಮಾಜಿ ಶಾಸಕ ಮುದ್ನಾಳ: [30, 94, 579, 118]
- a3-rule: [30, 482, 510, 483]
- a5-body: ಕಲಬುರಗಿ: ನಗರದ ಕೋರ್ಟ್ ಆವರಣದಲ್ಲಿ ಬಹುಜನ ಸಮಾಜ ಪಕ್ಷ ಕಲಬುರಗಿ ಜಿಲ್ಲಾ ಸಮಿತಿ ವತಿಯಿಂದ ಬಹುಜನ ಸಮಾಜ ಪಕ್ಷದ ರಾಷ್ಟ್ರೀಯ ಅಧ್ಯಕ್ಷೆ ಅಕ್ಕ ಮಾಯಾವತಿ ಅವರ 68ನೇ ಜನ್ಮದಿನದ ಪ್ರಯುಕ್ತ ಜನಕಲ್ಯಾಣ ದಿವಸ್ ಕಾರ್ಯಕ್ರಮ ಆಚರಿಸಲಾಯಿತು. ಬಡವರಿಗೆ ಹಣ್ಣು ಹಂಪಲು ವಿತರಿಸಲಾಯಿತು. ಜಿಲ್ಲಾ ಸಂಯೋಜಕರು ಮಾತನಾಡಿ, ಮಾಯಾವತಿ ಅವರು ದೇಶದ ದಲಿತ, ಹಿಂದುಳಿದ ಹಾಗೂ ಅಲ್ಪಸಂಖ್ಯಾತರ ಏಳಿಗೆಗೆ ಶ್ರಮಿಸಿದ್ದಾರೆ. ಉತ್ತರ ಪ್ರದೇಶದ ಮುಖ್ಯಮಂತ್ರಿಯಾಗಿ ಉತ್ತಮ ಆಡಳಿತ ನೀಡಿದ್ದಾರೆ ಎಂದರು. ಜಿಲ್ಲಾಧ್ಯಕ್ಷರು, ಪದಾಧಿಕಾರಿಗಳು ಹಾಗೂ ಕಾರ್ಯಕರ್ತರು ಭಾಗವಹಿಸಿದ್ದರು.: [704, 562, 917, 633]
- a2-bottom-rule: [704, 447, 918, 448]
- a6-rule: [257, 684, 258, 1152]
